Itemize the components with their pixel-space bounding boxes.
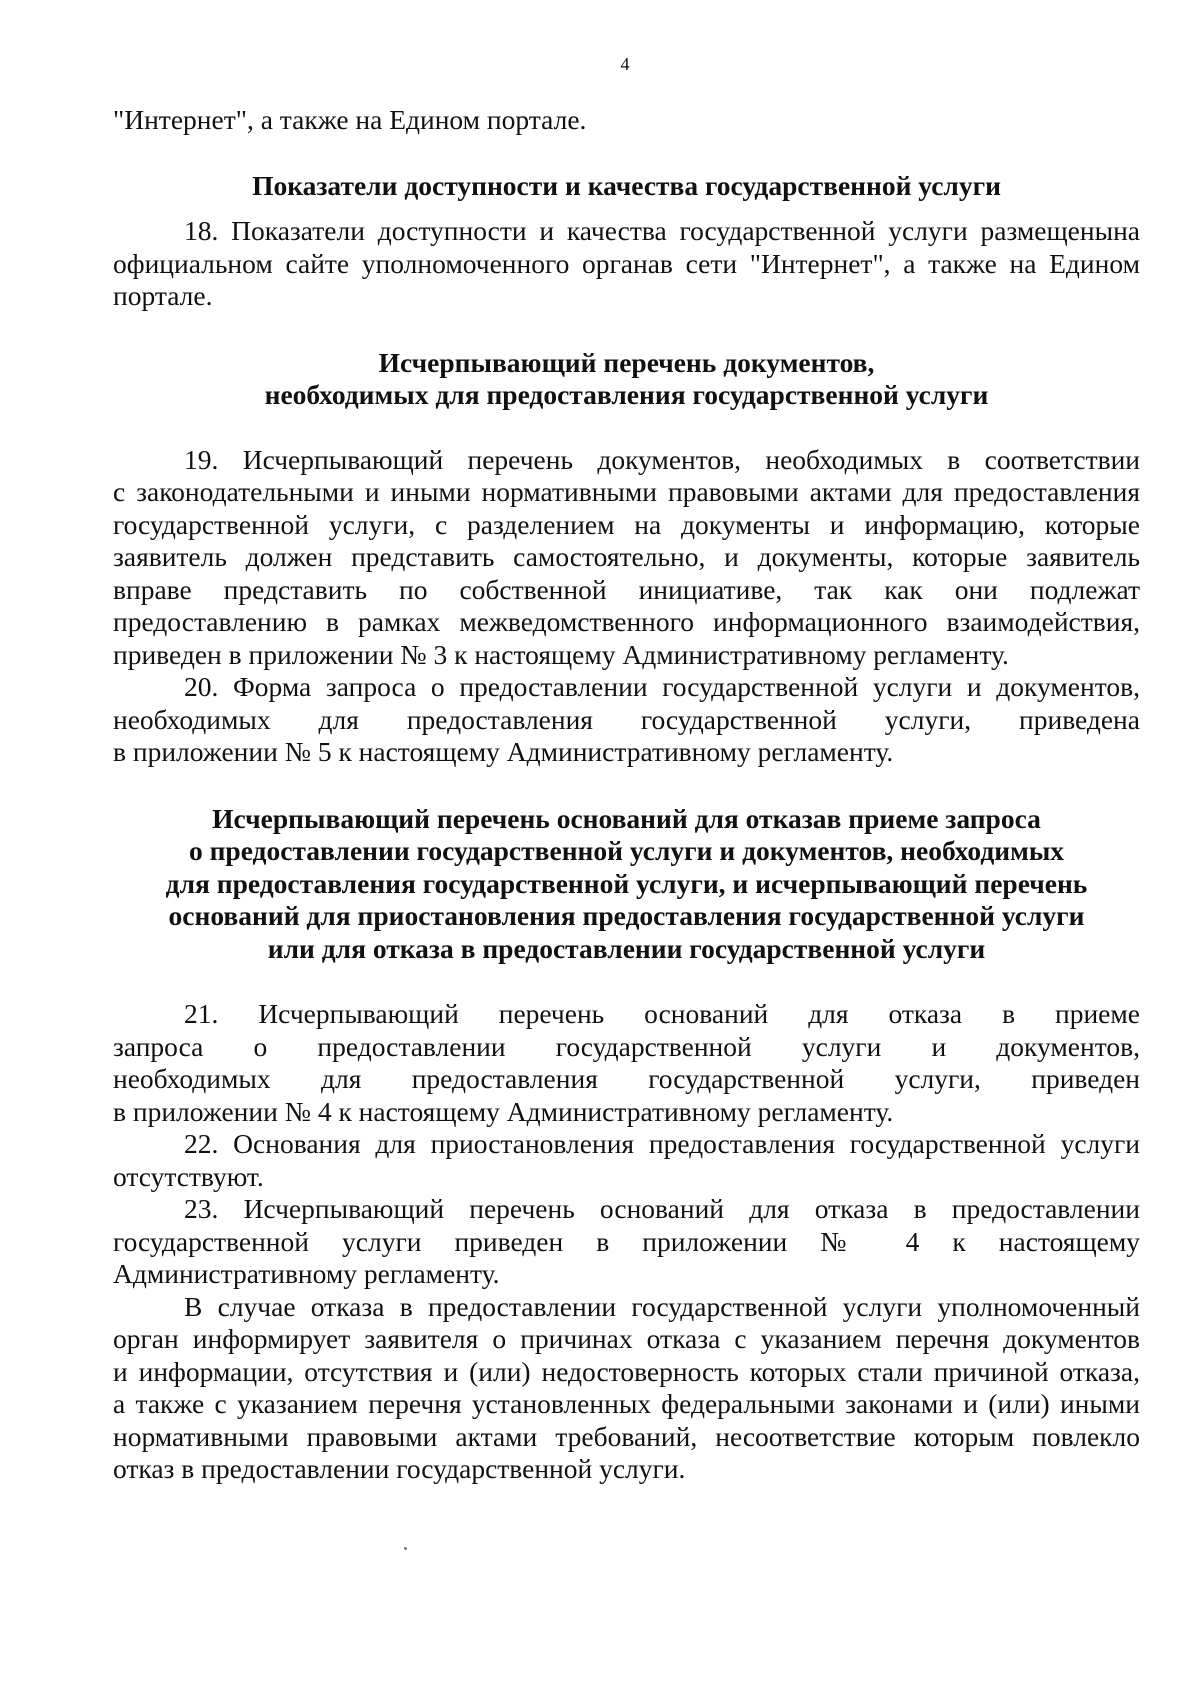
item-18-line: официальном сайте уполномоченного органав сети "Интернет", а также на Едином <box>113 247 1140 279</box>
item-20-line: в приложении № 5 к настоящему Административному регламенту. <box>113 736 894 767</box>
item-19-line: заявитель должен представить самостоятельно, и документы, которые заявитель <box>113 541 1140 572</box>
item-19-line: приведен в приложении № 3 к настоящему Административному регламенту. <box>113 638 1009 670</box>
refusal-paragraph <box>113 1291 1140 1486</box>
item-18-paragraph <box>113 215 1140 313</box>
heading-line: оснований для приостановления предоставления государственной услуги <box>168 900 1085 931</box>
item-21-paragraph <box>113 998 1140 1128</box>
refusal-line: и информации, отсутствия и (или) недостоверность которых стали причиной отказа, <box>113 1355 1140 1387</box>
item-23-line: Административному регламенту. <box>113 1258 500 1289</box>
document-body <box>113 104 1140 1486</box>
item-21-line: в приложении № 4 к настоящему Административному регламенту. <box>113 1095 894 1127</box>
item-22-line: 22. Основания для приостановления предоставления государственной услуги <box>184 1128 1140 1159</box>
refusal-line: орган информирует заявителя о причинах отказа с указанием перечня документов <box>113 1323 1140 1354</box>
intro-line: "Интернет", а также на Едином портале. <box>113 104 587 135</box>
item-21-line: необходимых для предоставления государственной услуги, приведен <box>113 1063 1140 1094</box>
item-20-line: 20. Форма запроса о предоставлении государственной услуги и документов, <box>184 671 1140 702</box>
item-19-line: 19. Исчерпывающий перечень документов, необходимых в соответствии <box>184 443 1140 475</box>
item-20-paragraph <box>113 671 1140 769</box>
item-18-line: портале. <box>113 280 213 311</box>
page-number: 4 <box>620 54 630 74</box>
item-20-line: необходимых для предоставления государственной услуги, приведена <box>113 703 1140 735</box>
refusal-line: нормативными правовыми актами требований, несоответствие которым повлекло <box>113 1420 1140 1452</box>
item-22-line: отсутствуют. <box>113 1160 264 1192</box>
heading-line: для предоставления государственной услуги, и исчерпывающий перечень <box>165 867 1088 899</box>
item-19-line: с законодательными и иными нормативными правовыми актами для предоставления <box>113 476 1140 507</box>
heading-line: или для отказа в предоставлении государственной услуги <box>267 932 986 964</box>
heading-refusal-grounds <box>113 803 1140 966</box>
item-22-paragraph <box>113 1128 1140 1193</box>
refusal-line: отказ в предоставлении государственной услуги. <box>113 1453 686 1484</box>
item-19-line: государственной услуги, с разделением на документы и информацию, которые <box>113 508 1140 540</box>
item-19-line: предоставлению в рамках межведомственного информационного взаимодействия, <box>113 606 1140 637</box>
item-18-line: 18. Показатели доступности и качества государственной услуги размещенына <box>184 215 1140 246</box>
heading-line: Исчерпывающий перечень документов, <box>378 346 875 378</box>
heading-line: необходимых для предоставления государственной услуги <box>264 379 989 410</box>
item-19-line: вправе представить по собственной инициативе, так как они подлежат <box>113 573 1140 605</box>
item-21-line: 21. Исчерпывающий перечень оснований для отказа в приеме <box>184 998 1140 1029</box>
item-23-line: 23. Исчерпывающий перечень оснований для отказа в предоставлении <box>184 1193 1140 1224</box>
heading-line: Исчерпывающий перечень оснований для отказав приеме запроса <box>212 802 1041 834</box>
heading-line: о предоставлении государственной услуги и документов, необходимых <box>188 835 1065 866</box>
refusal-line: а также с указанием перечня установленных федеральными законами и (или) иными <box>113 1388 1140 1419</box>
item-19-paragraph <box>113 444 1140 672</box>
scan-speck <box>404 1547 407 1550</box>
item-21-line: запроса о предоставлении государственной услуги и документов, <box>113 1030 1140 1062</box>
item-23-paragraph <box>113 1193 1140 1291</box>
item-23-line: государственной услуги приведен в приложении № 4 к настоящему <box>113 1225 1140 1257</box>
refusal-line: В случае отказа в предоставлении государственной услуги уполномоченный <box>184 1290 1140 1322</box>
heading-accessibility-quality: Показатели доступности и качества государственной услуги <box>252 169 1001 201</box>
heading-documents-list <box>113 347 1140 412</box>
